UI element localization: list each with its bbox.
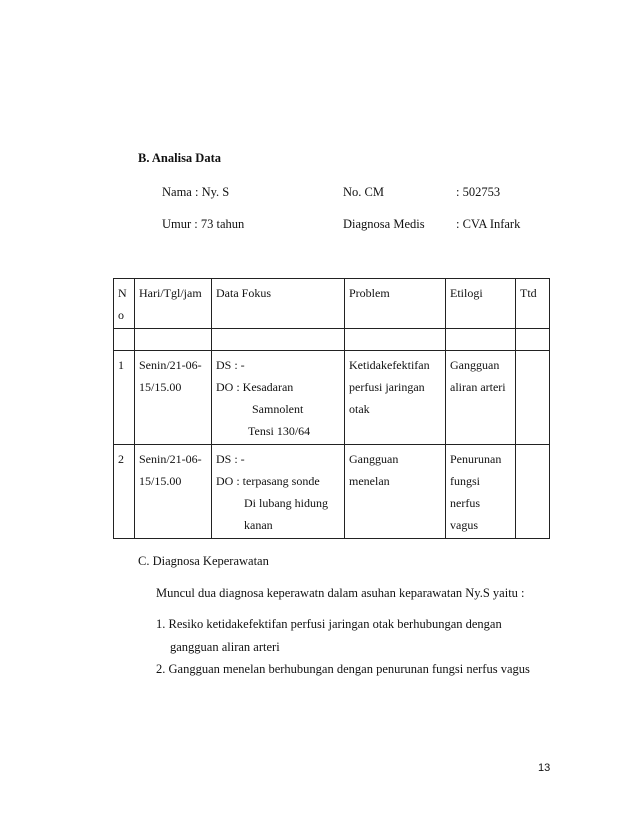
table-header-row — [114, 279, 550, 329]
row-problem-line: menelan — [349, 474, 390, 488]
table-cell — [345, 329, 446, 351]
row-no: 1 — [114, 351, 135, 445]
analisa-data-table — [113, 278, 550, 539]
table-cell — [114, 329, 135, 351]
patient-age: Umur : 73 tahun — [162, 217, 245, 231]
section-b-title: B. Analisa Data — [138, 151, 222, 165]
table-row — [114, 445, 550, 539]
row-hari-line: 15/15.00 — [139, 380, 182, 394]
row-data-fokus — [212, 445, 345, 539]
table-spacer-row — [114, 329, 550, 351]
row-do-detail: Tensi 130/64 — [248, 424, 311, 438]
row-do-detail: Samnolent — [252, 402, 304, 416]
row-ttd — [516, 351, 550, 445]
row-problem — [345, 445, 446, 539]
row-do: DO : Kesadaran — [216, 380, 294, 394]
row-problem-line: otak — [349, 402, 370, 416]
row-data-fokus — [212, 351, 345, 445]
row-etilogi-line: fungsi — [450, 474, 480, 488]
row-ds: DS : - — [216, 452, 245, 466]
diagnosa-medis-label: Diagnosa Medis — [343, 217, 425, 231]
table-cell — [446, 329, 516, 351]
row-problem-line: perfusi jaringan — [349, 380, 425, 394]
row-etilogi-line: vagus — [450, 518, 478, 532]
row-hari-line: Senin/21-06- — [139, 452, 202, 466]
row-do-detail: Di lubang hidung — [244, 496, 328, 510]
row-do: DO : terpasang sonde — [216, 474, 320, 488]
table-row — [114, 351, 550, 445]
header-etilogi: Etilogi — [446, 279, 516, 329]
patient-name: Nama : Ny. S — [162, 185, 230, 199]
section-c-title: C. Diagnosa Keperawatan — [138, 554, 269, 568]
header-data-fokus: Data Fokus — [212, 279, 345, 329]
header-hari: Hari/Tgl/jam — [135, 279, 212, 329]
no-cm-value: : 502753 — [456, 185, 501, 199]
section-c-intro: Muncul dua diagnosa keperawatn dalam asuhan keparawatan Ny.S yaitu : — [156, 586, 525, 600]
row-no: 2 — [114, 445, 135, 539]
header-problem: Problem — [345, 279, 446, 329]
row-ds: DS : - — [216, 358, 245, 372]
row-problem-line: Ketidakefektifan — [349, 358, 430, 372]
row-hari-line: 15/15.00 — [139, 474, 182, 488]
table-cell — [135, 329, 212, 351]
row-hari — [135, 445, 212, 539]
diagnosis-item-1-cont: gangguan aliran arteri — [170, 640, 280, 654]
row-ttd — [516, 445, 550, 539]
header-no: No — [114, 279, 135, 329]
row-etilogi-line: Penurunan — [450, 452, 502, 466]
no-cm-label: No. CM — [343, 185, 384, 199]
table-cell — [212, 329, 345, 351]
row-problem-line: Gangguan — [349, 452, 399, 466]
diagnosis-item-2: 2. Gangguan menelan berhubungan dengan penurunan fungsi nerfus vagus — [156, 662, 530, 676]
row-etilogi-line: nerfus — [450, 496, 480, 510]
row-etilogi — [446, 351, 516, 445]
row-etilogi — [446, 445, 516, 539]
header-ttd: Ttd — [516, 279, 550, 329]
page-number: 13 — [538, 762, 551, 774]
row-hari — [135, 351, 212, 445]
diagnosis-item-1: 1. Resiko ketidakefektifan perfusi jaringan otak berhubungan dengan — [156, 617, 502, 631]
row-hari-line: Senin/21-06- — [139, 358, 202, 372]
row-etilogi-line: Gangguan — [450, 358, 500, 372]
row-etilogi-line: aliran arteri — [450, 380, 506, 394]
row-do-detail: kanan — [244, 518, 273, 532]
diagnosa-medis-value: : CVA Infark — [456, 217, 521, 231]
row-problem — [345, 351, 446, 445]
table-cell — [516, 329, 550, 351]
